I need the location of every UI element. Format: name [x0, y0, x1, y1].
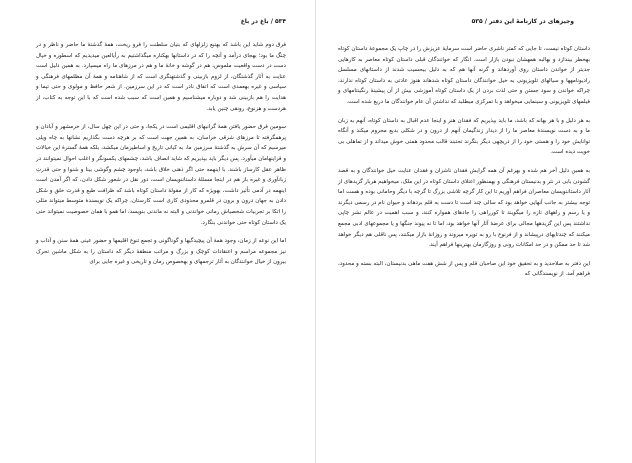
right-paragraph-4: این دفتر به صلاحدید و به تحقیق خود این صاحبان قلم و پس از شش هفت ماهی بدنیستان، البته بسته و محدود، فراهم آمد. از نویسندگانی که: [338, 260, 590, 278]
left-page-header: ۵۳۴ / باغ در باغ: [240, 18, 286, 25]
right-paragraph-2: به هر دلیل و با هر بهانه که باشد، ما باید بپذیریم که فقدان هنر و اینجا عدم اقبال به داستان کوتاه، آنهم به زبان ما و به دست نویسندهٔ معاصر ما را از دیدار زندگیمان آنهم از درون و در شکلی بدیع محروم میکند و آنگاه توانایش خود را و هستی خود را از دریچهی دیگر بنگرند تحتبند قالب محدود همتی خوش میداند و از تماهلی بی خویت دیده است.: [338, 117, 590, 156]
left-paragraph-3: اما این نوعه از زمان، وجود همهٔ آن پیچیدگیها و گوناگونی و تجمع تنوع اقلیمها و حضور عینی همهٔ سنن و آداب و نیز مجموعه مراسم و اعتقادات کوچک و بزرگ و مراتب منطقهٔ دیگر که داستان را به شکل ماشین تحرک بیرون از خیال خوانندگان به آثار ترجمهای و بهخصوص رمان و تاریخی و غیره جایی برای: [36, 238, 286, 266]
left-page-body: [36, 40, 286, 270]
right-paragraph-1: داستان کوتاه نیست، تا جایی که کمتر ناشری حاضر است سرمایهٔ عزیزش را در چاپ یک مجموعهٔ داستان کوتاه بهخطر بیندازد و بهالبه همهشان نبودن بازار است. انگار که خوانندگان قبلی داستان کوتاه معاصر به کارهایی جدیتر از خواندن داستان روی آوردهاند و گرنه آنها هم که به دلیل بیحسیب شدند از داستانهای مسلسل رادیونامهها و سیالهای تلویزیونی به خیل خوانندگان داستان کوتاه شدهاند هنوز عادتی به داستان کوتاه ندارند، چراکه خواندن و سود جستن و حتی لذت بردن از یک داستان کوتاه آموزشی بیش از آن پیشینهٔ رنگینتامهای و فیلمهای تلویزیونی و سینمایی میخواهد و با تمرکزی میطلبد که نداشتن آن عام خوانندگان ما دریغ شده است.: [338, 46, 590, 105]
left-paragraph-2: سومین فرق حضور یافتن همهٔ گرانیهای اقلیمی است در یکجا، و حتی در این چهل سال، از خرمشهر و آبادان و پرهمگرفته تا مرزهای شرقی خراسان، به همین جهت است که بر هرچه دست بگذاریم نشانها به چاه ویلی میرسیم که آن سرش به گذشتهٔ سرزمین ما، به کیانی تاریخ و اساطیرمان میکشد، بلکه همهٔ گسترهٔ این خیالات و قراینهامان میآورد. پس دیگر باید بپذیریم که شاید انصاف باشد، چشمهای یکسونگر و اغلب احوال نمیتوانند در ظاهر عقل کارساز باشند. با اینهمه حتی اگر ذهنی خلاق باشد، باوجود چشم وگوشی بینا و شنوا و حتی قدرتِ زبانآوری و غیره باز هم در اینجا مسئلهٔ داستاننویسان است، دور نقل در شعور شکل دادن، که اگر آمدن است اینهمه در آدمی تأثیر داشت، بهویژه که کار از مقولهٔ داستان کوتاه باشد که ظرافت طبع و قدرت خلق و شکل دادن به جهان درون و برون در قلمرو محدودی کاری است کارستان، چراکه یک نویسندهٔ متوسط میتواند مثلی را اتکا بر تجربیات شخصیاش رمانی خواندنی و البته نه ماندنی بنویسد، اما همو با همان خصوصیت نمیتواند حتی یک داستان کوتاه حتی خواندنی بنگارد.: [36, 124, 286, 226]
right-page-header: وجیزهای در کارنامهٔ این دفتر / ۵۳۵: [471, 18, 574, 25]
right-paragraph-3: به همین دلیل آخر هم شده و بهرغم آن همه گرایش فقدان ناشران و فقدان عنایت خیل خوانندگان و به قصد گشودن بابی در نثر و بدنیستان فرهنگی و بهمنظور اعتلای داستان کوتاه در این ملک، میخواهیم هربار گزیدهای از آثار داستاننویسان معاصران فراهم آوریم تا این کار گرچه تلاشی بزرگ تا گرچه با دیگر وحامانی بوده و هست اما توجه بیشتر به جانب آنهایی خواهد بود که سالی چند است تا دست به قلم بردهاند و حیوان نام در رسمی دیگرند و یا رسم و راههای تازه را میگویند تا کورراهی را جادهای همواره کنند، و سبب اهمیت در عالم نشر چاپی نداشتند پس این گزیدهها مجالی برای عرضهٔ آثار آنها خواهد بود، اما تا نه پیوند جنگها و یا مجموعهای ادبی مجمع میکنند که چندتایهای درپیشاند و از فرنوع با رو به توپره میروند و روزانهٔ بازار میکنند، پس ناقلی هم دیگر خواهد شد تا حد ممکن و در حد امکانات رونی و روزگارمان بهترینها فراهم آیند.: [338, 167, 590, 249]
right-page: [316, 0, 632, 463]
right-page-body: [338, 44, 590, 282]
left-paragraph-1: فرق دوم شاید این باشد که بهتبع زلزلهای که بنیان سلطنت را فرو ریخت، همهٔ گذشتهٔ ما حاضر و ناظر و در چنگ ما بود؛ بهجای درآمد و آنچه را که در داستانها بهکناره میگذاشتیم به رأیالعین میدیدیم که اسطوره و خیال دست در دست واقعیت ملموس، هم در گوشه و خانهٔ ما و هم در مرزهای ما راه میسپارد. به همین دلیل است عنایت به آثار گذشتگان، از لزوم بازبینی و گذشتهنگری است که از شاهنامه و همهٔ آن مظلمهای فرهنگی و سیاسی و غیره بهعمدی است که اتفاق نادر است که در این سرزمین. از شعر حافظ و مولوی و حتی تیما و هدایت را هم بازبینی شد و دوباره میشناسیم و همین است که سبب شده است که با این توجه به کتاب، از هردست و هزنوع، رونقی چنین یابد.: [36, 42, 286, 112]
